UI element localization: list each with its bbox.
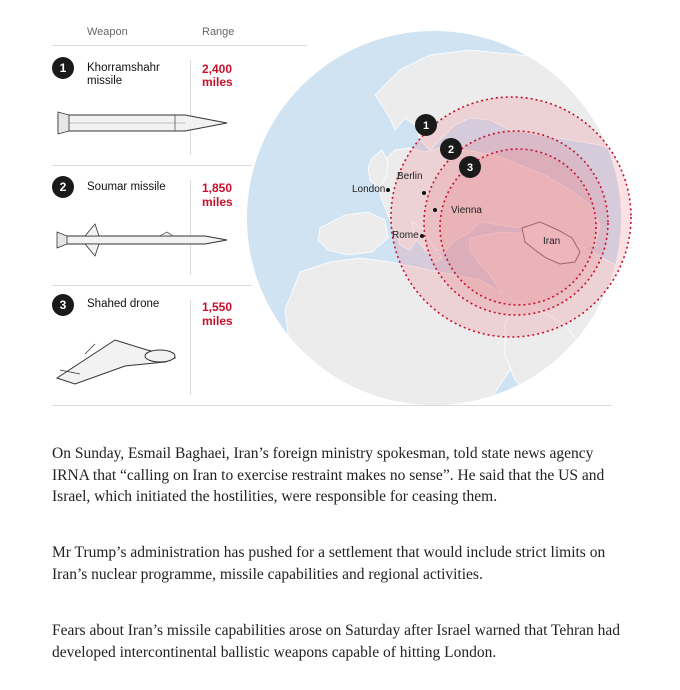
weapon-number-badge: 3 bbox=[52, 294, 74, 316]
weapon-range-value: 1,850 bbox=[202, 181, 233, 195]
weapon-number-badge: 2 bbox=[52, 176, 74, 198]
divider bbox=[52, 285, 252, 286]
svg-text:3: 3 bbox=[466, 162, 474, 174]
divider bbox=[52, 405, 612, 406]
weapon-range-unit: miles bbox=[202, 195, 233, 209]
weapon-range-value: 2,400 bbox=[202, 62, 233, 76]
country-label-iran: Iran bbox=[543, 236, 561, 247]
svg-text:2: 2 bbox=[447, 144, 455, 156]
khorramshahr-missile-icon bbox=[55, 108, 230, 138]
weapon-name: Soumar missile bbox=[87, 181, 166, 193]
city-label-london: London bbox=[352, 184, 386, 195]
city-label-rome: Rome bbox=[392, 230, 419, 241]
column-header-weapon: Weapon bbox=[87, 26, 128, 38]
weapon-name: Khorramshahr missile bbox=[87, 62, 160, 87]
article-paragraph: On Sunday, Esmail Baghaei, Iran’s foreign ministry spokesman, told state news agency IRNA that “calling on Iran to exercise restraint makes no sense”. He said that the US and Israel, which initiated the hostilities, were responsible for ceasing them. bbox=[52, 445, 605, 505]
article-paragraph: Mr Trump’s administration has pushed for a settlement that would include strict limits on Iran’s nuclear programme, missile capabilities and regional activities. bbox=[52, 544, 606, 583]
city-dot-rome bbox=[420, 234, 424, 238]
weapon-range-unit: miles bbox=[202, 75, 233, 89]
city-label-berlin: Berlin bbox=[397, 171, 423, 182]
map-marker-2 bbox=[440, 138, 462, 160]
weapon-name: Shahed drone bbox=[87, 298, 160, 310]
soumar-missile-icon bbox=[55, 222, 230, 258]
map-marker-3 bbox=[459, 156, 481, 178]
divider bbox=[52, 165, 252, 166]
column-header-range: Range bbox=[202, 26, 235, 38]
city-dot-berlin bbox=[422, 191, 426, 195]
city-dot-london bbox=[386, 188, 390, 192]
divider bbox=[190, 300, 191, 395]
map-marker-1 bbox=[415, 114, 437, 136]
weapon-range-unit: miles bbox=[202, 314, 233, 328]
divider bbox=[52, 45, 307, 46]
city-label-vienna: Vienna bbox=[451, 205, 482, 216]
article-paragraph: Fears about Iran’s missile capabilities arose on Saturday after Israel warned that Tehran had developed intercontinental ballistic weapons capable of hitting London. bbox=[52, 622, 621, 661]
shahed-drone-icon bbox=[55, 328, 180, 388]
svg-text:1: 1 bbox=[422, 120, 430, 132]
city-dot-vienna bbox=[433, 208, 437, 212]
weapon-number-badge: 1 bbox=[52, 57, 74, 79]
weapon-range-value: 1,550 bbox=[202, 300, 233, 314]
